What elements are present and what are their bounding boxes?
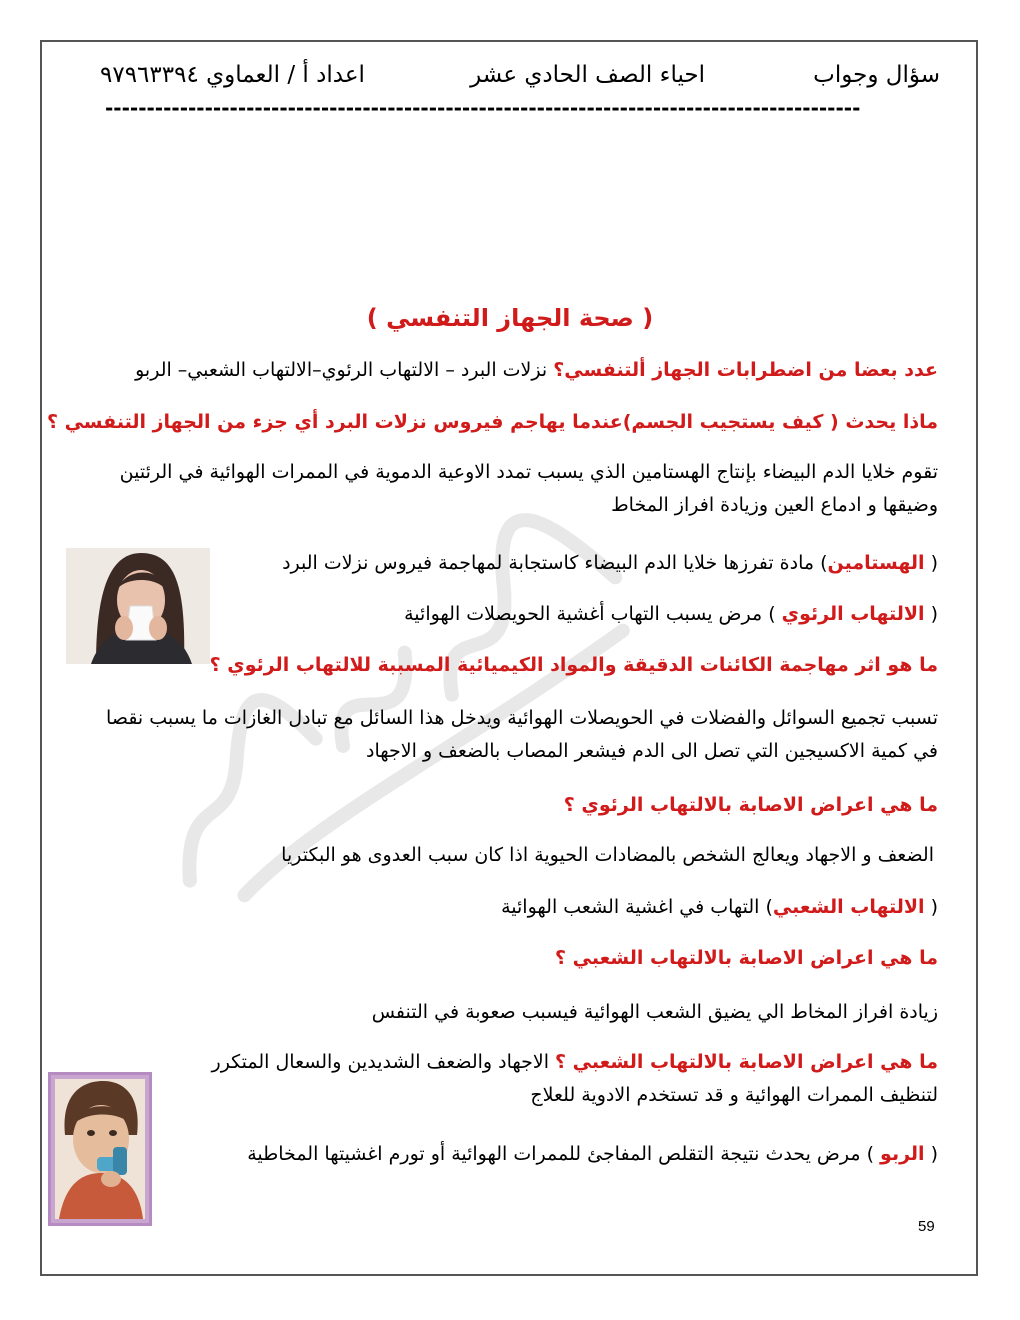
answer-text: الاجهاد والضعف الشديدين والسعال المتكرر لتنظيف الممرات الهوائية و قد تستخدم الادوية للعلاج bbox=[211, 1051, 938, 1106]
header-left-text: اعداد أ / العماوي ٩٧٩٦٣٣٩٤ bbox=[100, 62, 365, 88]
page-number: 59 bbox=[918, 1218, 935, 1235]
header-right-text: سؤال وجواب bbox=[813, 62, 940, 88]
term: الالتهاب الشعبي bbox=[772, 896, 925, 918]
definition-pneumonia: ( الالتهاب الرئوي ) مرض يسبب التهاب أغشية الحويصلات الهوائية bbox=[404, 603, 938, 625]
question-text: ماذا يحدث ( كيف يستجيب الجسم)عندما يهاجم فيروس نزلات البرد أي جزء من الجهاز التنفسي ؟ bbox=[46, 411, 938, 433]
question-text: ما هي اعراض الاصابة بالالتهاب الشعبي ؟ bbox=[555, 947, 938, 969]
definition-histamine: ( الهستامين) مادة تفرزها خلايا الدم البيضاء كاستجابة لمهاجمة فيروس نزلات البرد bbox=[282, 552, 938, 574]
question-text: عدد بعضا من اضطرابات الجهاز ألتنفسي؟ bbox=[553, 359, 938, 381]
boy-inhaler-photo bbox=[48, 1072, 152, 1226]
question-pneumonia-effect bbox=[210, 647, 938, 683]
term: الهستامين bbox=[827, 552, 925, 574]
answer-histamine-paragraph: تقوم خلايا الدم البيضاء بإنتاج الهستامين الذي يسبب تمدد الاوعية الدموية في الممرات الهوائية في الرئتين وضيقها و ادماع العين وزيادة افراز المخاط bbox=[119, 461, 938, 516]
answer-pneumonia-symptoms: الضعف و الاجهاد ويعالج الشخص بالمضادات الحيوية اذا كان سبب العدوى هو البكتريا bbox=[281, 844, 934, 866]
answer-text: نزلات البرد – الالتهاب الرئوي–الالتهاب الشعبي– الربو bbox=[135, 359, 554, 381]
answer-pneumonia-paragraph: تسبب تجميع السوائل والفضلات في الحويصلات الهوائية ويدخل هذا السائل مع تبادل الغازات ما يسبب نقصا في كمية الاكسيجين التي تصل الى الدم فيشعر المصاب بالضعف و الاجهاد bbox=[106, 707, 938, 762]
question-text: ما هي اعراض الاصابة بالالتهاب الشعبي ؟ bbox=[555, 1051, 938, 1073]
question-cold-response bbox=[47, 404, 938, 440]
question-text: ما هي اعراض الاصابة بالالتهاب الرئوي ؟ bbox=[563, 794, 938, 816]
answer-bronchitis-symptoms: زيادة افراز المخاط الي يضيق الشعب الهوائية فيسبب صعوبة في التنفس bbox=[371, 1001, 938, 1023]
sneezing-woman-photo bbox=[66, 548, 210, 664]
page-header bbox=[100, 62, 940, 96]
term: الالتهاب الرئوي bbox=[781, 603, 925, 625]
definition-bronchitis: ( الالتهاب الشعبي) التهاب في اغشية الشعب الهوائية bbox=[501, 896, 938, 918]
question-pneumonia-symptoms bbox=[564, 787, 938, 823]
question-bronchitis-symptoms-2 bbox=[178, 1046, 938, 1112]
header-middle-text: احياء الصف الحادي عشر bbox=[470, 62, 705, 88]
question-text: ما هو اثر مهاجمة الكائنات الدقيقة والمواد الكيميائية المسببة للالتهاب الرئوي ؟ bbox=[209, 654, 938, 676]
definition-asthma: ( الربو ) مرض يحدث نتيجة التقلص المفاجئ للممرات الهوائية أو تورم اغشيتها المخاطية bbox=[247, 1143, 938, 1165]
page-title: ( صحة الجهاز التنفسي ) bbox=[366, 304, 654, 332]
question-disorders bbox=[135, 352, 938, 388]
term: الربو bbox=[880, 1143, 925, 1165]
question-bronchitis-symptoms bbox=[555, 940, 938, 976]
header-separator: ------------------------------------------------------------------------------------------- bbox=[105, 96, 861, 120]
